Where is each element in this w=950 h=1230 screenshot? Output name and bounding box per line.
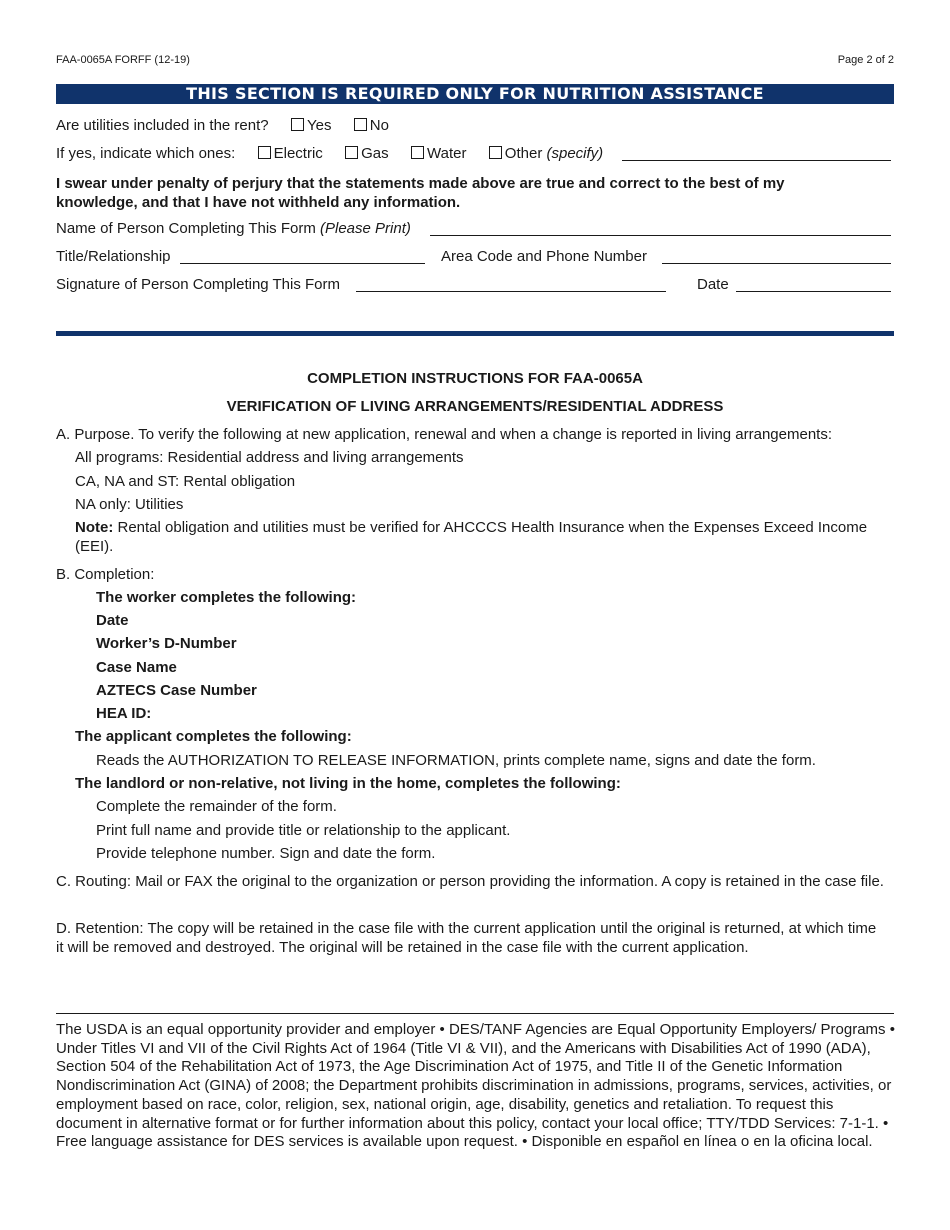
other-checkbox[interactable] bbox=[489, 146, 502, 159]
instructions-title: COMPLETION INSTRUCTIONS FOR FAA-0065A bbox=[307, 370, 643, 387]
date-label: Date bbox=[697, 276, 729, 293]
name-line[interactable] bbox=[430, 235, 891, 236]
phone-label: Area Code and Phone Number bbox=[441, 248, 647, 265]
worker-item: Case Name bbox=[96, 659, 177, 676]
utilities-which-label: If yes, indicate which ones: bbox=[56, 145, 236, 162]
completion-intro: B. Completion: bbox=[56, 566, 155, 583]
worker-heading: The worker completes the following: bbox=[96, 589, 357, 606]
no-checkbox[interactable] bbox=[354, 118, 367, 131]
section-banner: THIS SECTION IS REQUIRED ONLY FOR NUTRITION ASSISTANCE bbox=[56, 84, 894, 104]
other-label: Other bbox=[504, 145, 543, 162]
worker-item: Worker’s D-Number bbox=[96, 635, 237, 652]
name-label: Name of Person Completing This Form bbox=[56, 220, 316, 237]
title-line[interactable] bbox=[180, 263, 425, 264]
landlord-item: Provide telephone number. Sign and date the form. bbox=[96, 845, 436, 862]
worker-item: HEA ID: bbox=[96, 705, 152, 722]
retention-text: D. Retention: The copy will be retained in the case file with the current application until the original is returned, at which time it will be removed and destroyed. The original will be retained in the case file with the current application. bbox=[56, 920, 877, 956]
footer-notice: The USDA is an equal opportunity provider and employer • DES/TANF Agencies are Equal Opportunity Employers/ Programs • Under Titles VI and VII of the Civil Rights Act of 1964 (Title VI & VII), and the Americans with Disabilities Act of 1990 (ADA), Section 504 of the Rehabilitation Act of 1973, the Age Discrimination Act of 1975, and Title II of the Genetic Information Nondiscrimination Act (GINA) of 2008; the Department prohibits discrimination in admissions, programs, services, activities, or employment based on race, color, religion, sex, national origin, age, disability, genetics and retaliation. To request this document in alternative format or for further information about this policy, contact your local office; TTY/TDD Services: 7-1-1. • Free language assistance for DES services is available upon request. • Disponible en español en línea o en la oficina local. bbox=[56, 1021, 895, 1151]
page-number: Page 2 of 2 bbox=[837, 54, 894, 66]
landlord-heading: The landlord or non-relative, not living in the home, completes the following: bbox=[75, 775, 621, 792]
routing-text: C. Routing: Mail or FAX the original to the organization or person providing the information. A copy is retained in the case file. bbox=[56, 873, 884, 890]
gas-label: Gas bbox=[361, 145, 389, 162]
water-checkbox[interactable] bbox=[411, 146, 424, 159]
name-hint: (Please Print) bbox=[320, 220, 411, 237]
title-label: Title/Relationship bbox=[56, 248, 171, 265]
signature-label: Signature of Person Completing This Form bbox=[56, 276, 341, 293]
applicant-text: Reads the AUTHORIZATION TO RELEASE INFORMATION, prints complete name, signs and date the form. bbox=[96, 752, 816, 769]
date-line[interactable] bbox=[736, 291, 891, 292]
utilities-question-row bbox=[56, 117, 389, 135]
worker-item: AZTECS Case Number bbox=[96, 682, 257, 699]
purpose-item: NA only: Utilities bbox=[75, 496, 184, 513]
other-specify-line[interactable] bbox=[622, 160, 891, 161]
yes-checkbox[interactable] bbox=[291, 118, 304, 131]
landlord-item: Print full name and provide title or relationship to the applicant. bbox=[96, 822, 511, 839]
footer-divider bbox=[56, 1013, 894, 1014]
section-divider bbox=[56, 331, 894, 336]
yes-label: Yes bbox=[306, 117, 332, 134]
note-label: Note: bbox=[75, 519, 114, 536]
utilities-question: Are utilities included in the rent? bbox=[56, 117, 269, 134]
gas-checkbox[interactable] bbox=[345, 146, 358, 159]
specify-hint: (specify) bbox=[546, 145, 604, 162]
oath-statement: I swear under penalty of perjury that the statements made above are true and correct to the best of my knowledge, and that I have not withheld any information. bbox=[56, 175, 785, 211]
worker-item: Date bbox=[96, 612, 129, 629]
name-row bbox=[56, 220, 411, 238]
instructions-subtitle: VERIFICATION OF LIVING ARRANGEMENTS/RESIDENTIAL ADDRESS bbox=[226, 398, 724, 415]
note bbox=[75, 518, 895, 556]
note-text: Rental obligation and utilities must be verified for AHCCCS Health Insurance when the Expenses Exceed Income (EEI). bbox=[75, 519, 868, 555]
purpose-item: All programs: Residential address and living arrangements bbox=[75, 449, 464, 466]
no-label: No bbox=[369, 117, 389, 134]
phone-line[interactable] bbox=[662, 263, 891, 264]
electric-label: Electric bbox=[273, 145, 323, 162]
signature-line[interactable] bbox=[356, 291, 666, 292]
water-label: Water bbox=[427, 145, 467, 162]
landlord-item: Complete the remainder of the form. bbox=[96, 798, 337, 815]
utilities-which-row bbox=[56, 145, 603, 163]
form-id: FAA-0065A FORFF (12-19) bbox=[56, 54, 190, 66]
purpose-item: CA, NA and ST: Rental obligation bbox=[75, 473, 296, 490]
applicant-heading: The applicant completes the following: bbox=[75, 728, 352, 745]
electric-checkbox[interactable] bbox=[258, 146, 271, 159]
purpose-intro: A. Purpose. To verify the following at new application, renewal and when a change is reported in living arrangements: bbox=[56, 426, 833, 443]
